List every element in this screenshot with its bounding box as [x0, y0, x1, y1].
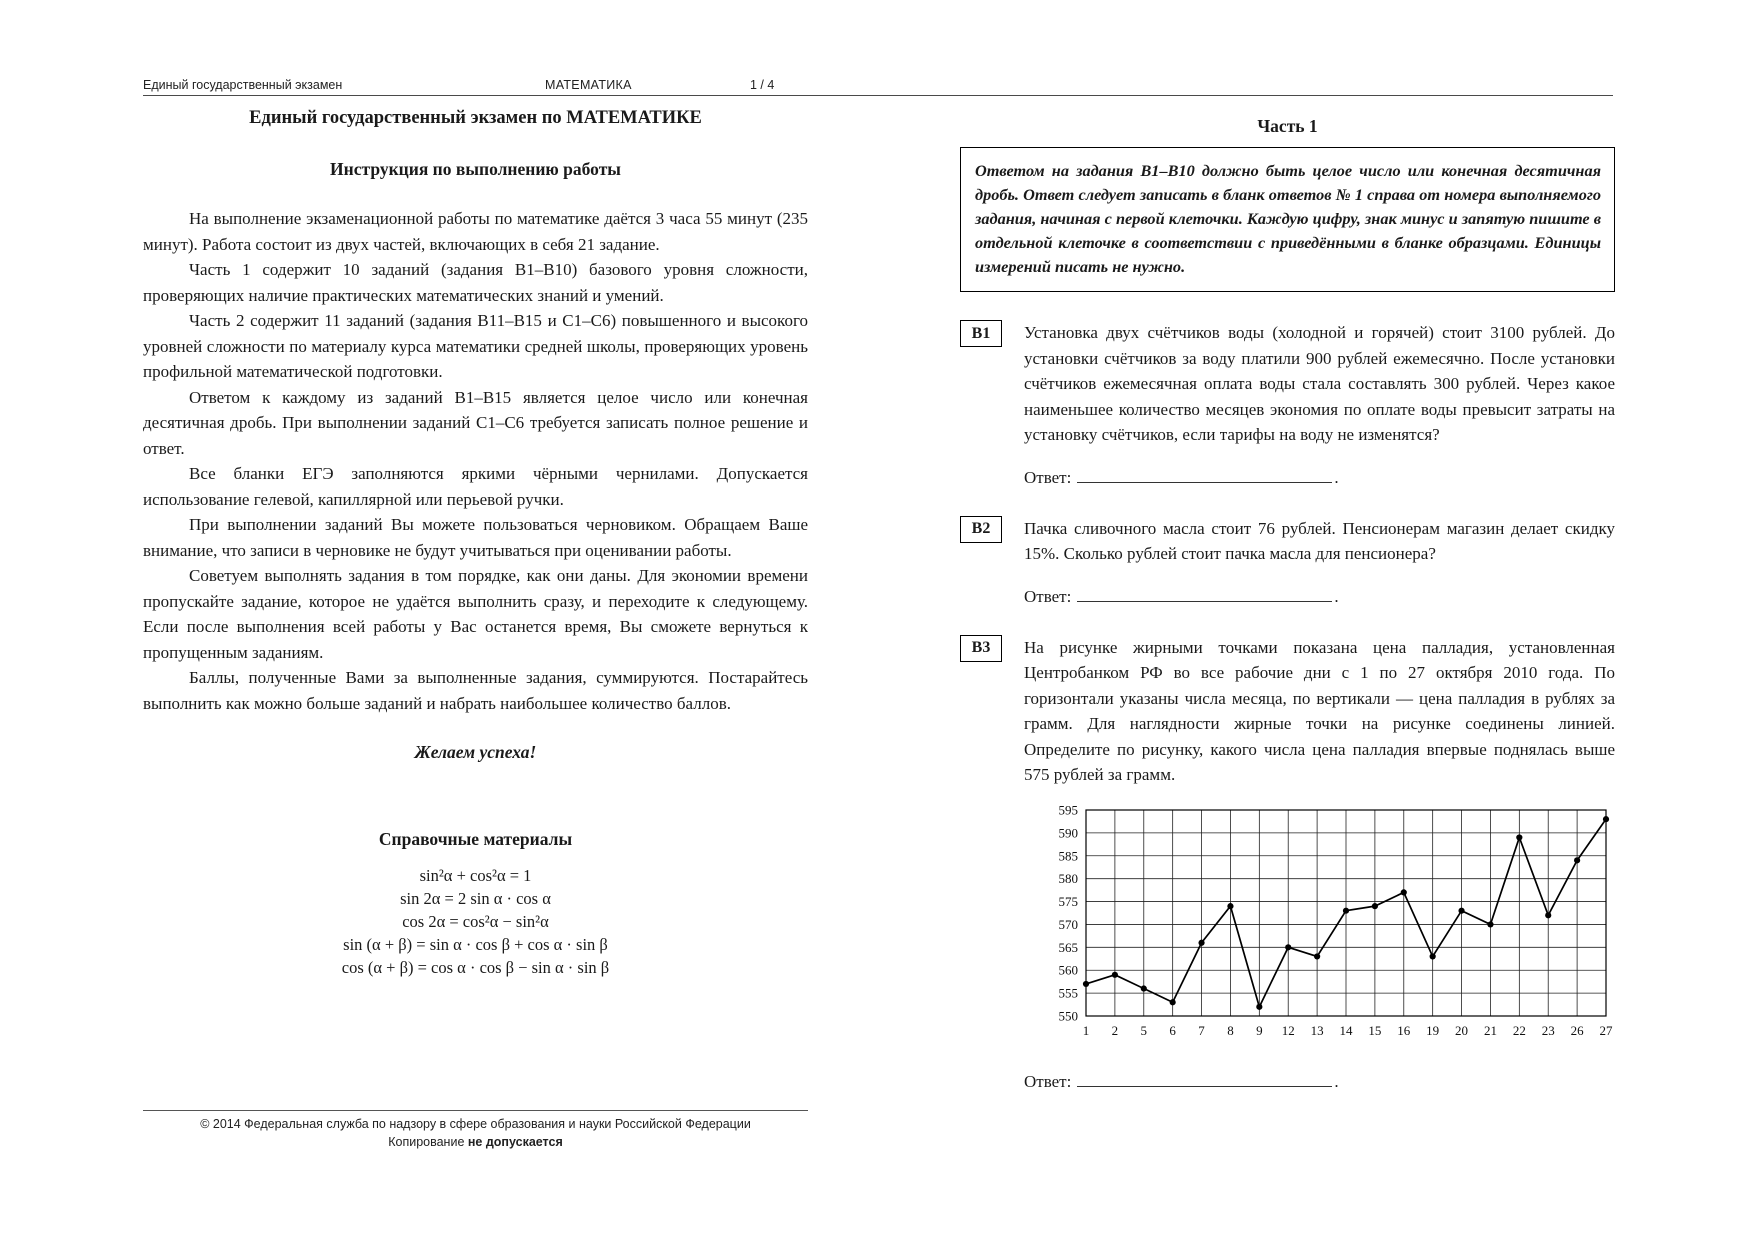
instruction-paragraph: Часть 1 содержит 10 заданий (задания B1–B10) базового уровня сложности, проверяющих наличие практических математических знаний и умений. [143, 260, 808, 305]
svg-text:575: 575 [1058, 893, 1078, 909]
reference-materials-title: Справочные материалы [378, 829, 573, 849]
svg-text:14: 14 [1339, 1022, 1353, 1038]
instruction-paragraph: Часть 2 содержит 11 заданий (задания B11–B15 и C1–C6) повышенного и высокого уровней сложности по материалу курса математики средней школы, проверяющих уровень профильной математической подготовки. [143, 311, 808, 381]
svg-text:6: 6 [1169, 1022, 1176, 1038]
page-footer [143, 1115, 808, 1151]
task-number-badge: B2 [960, 516, 1002, 543]
task-text: Пачка сливочного масла стоит 76 рублей. Пенсионерам магазин делает скидку 15%. Сколько рублей стоит пачка масла для пенсионера? [1024, 518, 1615, 563]
answer-blank-line[interactable] [1077, 467, 1332, 483]
svg-text:15: 15 [1368, 1022, 1382, 1038]
header-subject: МАТЕМАТИКА [545, 78, 632, 92]
instruction-paragraph: Баллы, полученные Вами за выполненные задания, суммируются. Постарайтесь выполнить как можно больше заданий и набрать наибольшее количество баллов. [143, 668, 808, 713]
svg-text:23: 23 [1541, 1022, 1555, 1038]
svg-text:8: 8 [1227, 1022, 1234, 1038]
svg-text:12: 12 [1281, 1022, 1295, 1038]
copy-restriction-emphasis: не допускается [467, 1135, 563, 1149]
task-text: На рисунке жирными точками показана цена палладия, установленная Центробанком РФ во все рабочие дни с 1 по 27 октября 2010 года. По горизонтали указаны числа месяца, по вертикали — цена палладия в рублях за грамм. Для наглядности жирные точки на рисунке соединены линией. Определите по рисунку, какого числа цена палладия впервые поднялась выше 575 рублей за грамм. [1024, 637, 1615, 784]
task-number-badge: B3 [960, 635, 1002, 662]
header-divider [143, 95, 1613, 96]
page-title: Единый государственный экзамен по МАТЕМАТИКЕ [249, 108, 702, 128]
formula-5: cos (α + β) = cos α · cos β − sin α · sin β [341, 958, 610, 977]
task-text: Установка двух счётчиков воды (холодной и горячей) стоит 3100 рублей. До установки счётчиков за воду платили 900 рублей ежемесячно. После установки счётчиков ежемесячная оплата воды стала составлять 300 рублей. Через какое наименьшее количество месяцев экономия по оплате воды превысит затраты на установку счётчиков, если тарифы на воду не изменятся? [1024, 323, 1615, 444]
svg-text:570: 570 [1058, 916, 1078, 932]
svg-text:565: 565 [1058, 939, 1078, 955]
svg-text:555: 555 [1058, 985, 1078, 1001]
svg-text:1: 1 [1082, 1022, 1090, 1038]
task-b3 [960, 635, 1615, 1092]
svg-text:7: 7 [1198, 1022, 1205, 1038]
formula-1: sin²α + cos²α = 1 [419, 866, 532, 885]
left-column [143, 108, 808, 979]
instruction-title: Инструкция по выполнению работы [330, 159, 621, 179]
instruction-paragraph: Ответом к каждому из заданий B1–B15 является целое число или конечная десятичная дробь. При выполнении заданий C1–C6 требуется записать полное решение и ответ. [143, 387, 808, 458]
svg-text:2: 2 [1111, 1022, 1119, 1038]
formula-4: sin (α + β) = sin α · cos β + cos α · sin β [343, 935, 608, 954]
answer-format-note: Ответом на задания B1–B10 должно быть целое число или конечная десятичная дробь. Ответ следует записать в бланк ответов № 1 справа от номера выполняемого задания, начиная с первой клеточки. Каждую цифру, знак минус и запятую пишите в отдельной клеточке в соответствии с приведёнными в бланке образцами. Единицы измерений писать не нужно. [960, 147, 1615, 292]
svg-text:9: 9 [1256, 1022, 1263, 1038]
copyright-line: © 2014 Федеральная служба по надзору в сфере образования и науки Российской Федерации [200, 1117, 751, 1131]
instruction-paragraph: Советуем выполнять задания в том порядке, как они даны. Для экономии времени пропускайте задание, которое не удаётся выполнить сразу, и переходите к следующему. Если после выполнения всей работы у Вас останется время, Вы сможете вернуться к пропущенным заданиям. [143, 566, 808, 662]
svg-text:16: 16 [1397, 1022, 1411, 1038]
answer-field-b2[interactable]: Ответ: . [1024, 586, 1339, 606]
svg-text:20: 20 [1455, 1022, 1469, 1038]
svg-text:590: 590 [1058, 824, 1078, 840]
svg-text:580: 580 [1058, 870, 1078, 886]
svg-text:22: 22 [1512, 1022, 1526, 1038]
svg-text:585: 585 [1058, 847, 1078, 863]
answer-label: Ответ: [1024, 1071, 1072, 1091]
task-number-badge: B1 [960, 320, 1002, 347]
task-b2 [960, 516, 1615, 607]
svg-text:560: 560 [1058, 962, 1078, 978]
answer-label: Ответ: [1024, 467, 1072, 487]
palladium-price-chart [1024, 802, 1615, 1052]
answer-field-b1[interactable]: Ответ: . [1024, 467, 1339, 487]
svg-text:550: 550 [1058, 1008, 1078, 1023]
svg-text:595: 595 [1058, 802, 1078, 817]
copy-restriction-line [143, 1133, 808, 1151]
svg-text:21: 21 [1483, 1022, 1497, 1038]
svg-text:19: 19 [1426, 1022, 1440, 1038]
right-column [960, 108, 1615, 1092]
svg-text:27: 27 [1599, 1022, 1613, 1038]
formula-3: cos 2α = cos²α − sin²α [402, 912, 549, 931]
answer-blank-line[interactable] [1077, 1071, 1332, 1087]
chart-canvas [1024, 802, 1624, 1052]
part-title: Часть 1 [1257, 116, 1318, 136]
instruction-paragraph: Все бланки ЕГЭ заполняются яркими чёрными чернилами. Допускается использование гелевой, капиллярной или перьевой ручки. [143, 464, 808, 509]
svg-text:13: 13 [1310, 1022, 1324, 1038]
header-page-number: 1 / 4 [750, 78, 775, 92]
instruction-paragraph: На выполнение экзаменационной работы по математике даётся 3 часа 55 минут (235 минут). Работа состоит из двух частей, включающих в себя 21 задание. [143, 209, 808, 254]
answer-field-b3[interactable]: Ответ: . [1024, 1071, 1339, 1091]
copy-restriction-prefix: Копирование [388, 1135, 468, 1149]
instruction-paragraph: При выполнении заданий Вы можете пользоваться черновиком. Обращаем Ваше внимание, что записи в черновике не будут учитываться при оценивании работы. [143, 515, 808, 560]
svg-text:5: 5 [1140, 1022, 1148, 1038]
task-b1 [960, 320, 1615, 488]
svg-text:26: 26 [1570, 1022, 1584, 1038]
answer-blank-line[interactable] [1077, 586, 1332, 602]
answer-label: Ответ: [1024, 586, 1072, 606]
good-luck-note: Желаем успеха! [414, 742, 537, 762]
footer-divider [143, 1110, 808, 1111]
header-exam-name: Единый государственный экзамен [143, 78, 343, 92]
reference-formulas [143, 864, 808, 979]
formula-2: sin 2α = 2 sin α · cos α [400, 889, 551, 908]
